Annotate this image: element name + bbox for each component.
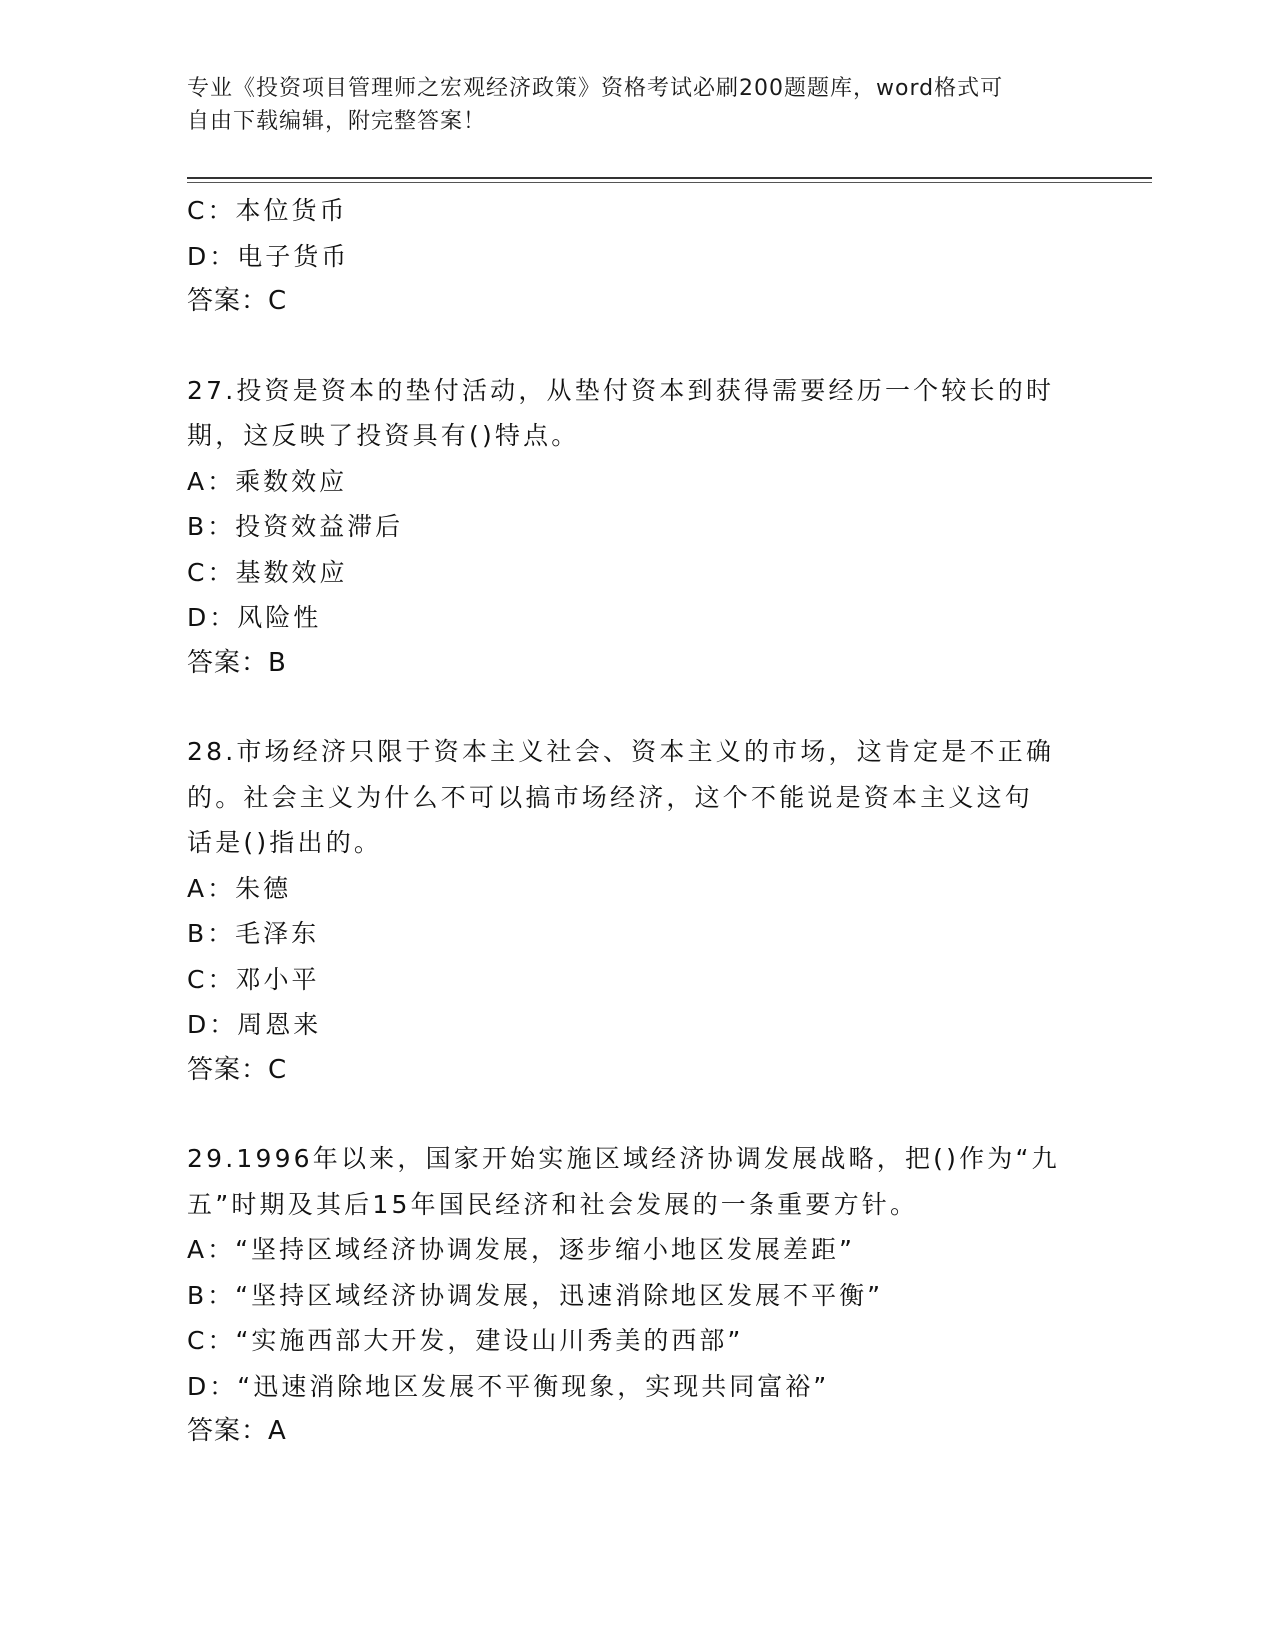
- answer: 答案：A: [187, 1416, 287, 1446]
- option-d: D：“迅速消除地区发展不平衡现象，实现共同富裕”: [187, 1371, 830, 1401]
- document-header: [187, 72, 1067, 138]
- header-rule-thin: [187, 182, 1152, 183]
- option-b: B：毛泽东: [187, 919, 320, 948]
- option-c: C：本位货币: [187, 196, 348, 225]
- question-stem-line: 28.市场经济只限于资本主义社会、资本主义的市场，这肯定是不正确: [187, 737, 1055, 766]
- option-d: D：电子货币: [187, 241, 350, 271]
- option-a: A：乘数效应: [187, 466, 348, 496]
- question-28: [187, 729, 1087, 1093]
- question-stem-line: 27.投资是资本的垫付活动，从垫付资本到获得需要经历一个较长的时: [187, 375, 1055, 405]
- option-b: B：投资效益滞后: [187, 512, 404, 541]
- option-d: D：风险性: [187, 603, 322, 632]
- question-stem-line: 的。社会主义为什么不可以搞市场经济，这个不能说是资本主义这句: [187, 782, 1034, 812]
- question-stem-line: 29.1996年以来，国家开始实施区域经济协调发展战略，把()作为“九: [187, 1144, 1060, 1173]
- option-c: C：“实施西部大开发，建设山川秀美的西部”: [187, 1326, 744, 1355]
- answer: 答案：C: [187, 286, 288, 316]
- option-d: D：周恩来: [187, 1010, 322, 1039]
- question-stem-line: 话是()指出的。: [187, 828, 383, 857]
- answer: 答案：B: [187, 647, 287, 678]
- option-a: A：朱德: [187, 873, 292, 903]
- carryover-block: [187, 188, 1087, 325]
- header-line-2: 自由下载编辑，附完整答案！: [187, 109, 487, 134]
- option-b: B：“坚持区域经济协调发展，迅速消除地区发展不平衡”: [187, 1280, 884, 1310]
- question-29: [187, 1136, 1087, 1455]
- option-c: C：基数效应: [187, 557, 348, 587]
- option-a: A：“坚持区域经济协调发展，逐步缩小地区发展差距”: [187, 1235, 856, 1264]
- option-c: C：邓小平: [187, 964, 320, 994]
- question-stem-line: 五”时期及其后15年国民经济和社会发展的一条重要方针。: [187, 1189, 919, 1219]
- question-27: [187, 368, 1087, 687]
- question-stem-line: 期，这反映了投资具有()特点。: [187, 421, 580, 450]
- question-list: [187, 188, 1087, 1455]
- header-rule-thick: [187, 177, 1152, 179]
- answer: 答案：C: [187, 1054, 288, 1085]
- header-line-1: 专业《投资项目管理师之宏观经济政策》资格考试必刷200题题库，word格式可: [187, 76, 1004, 101]
